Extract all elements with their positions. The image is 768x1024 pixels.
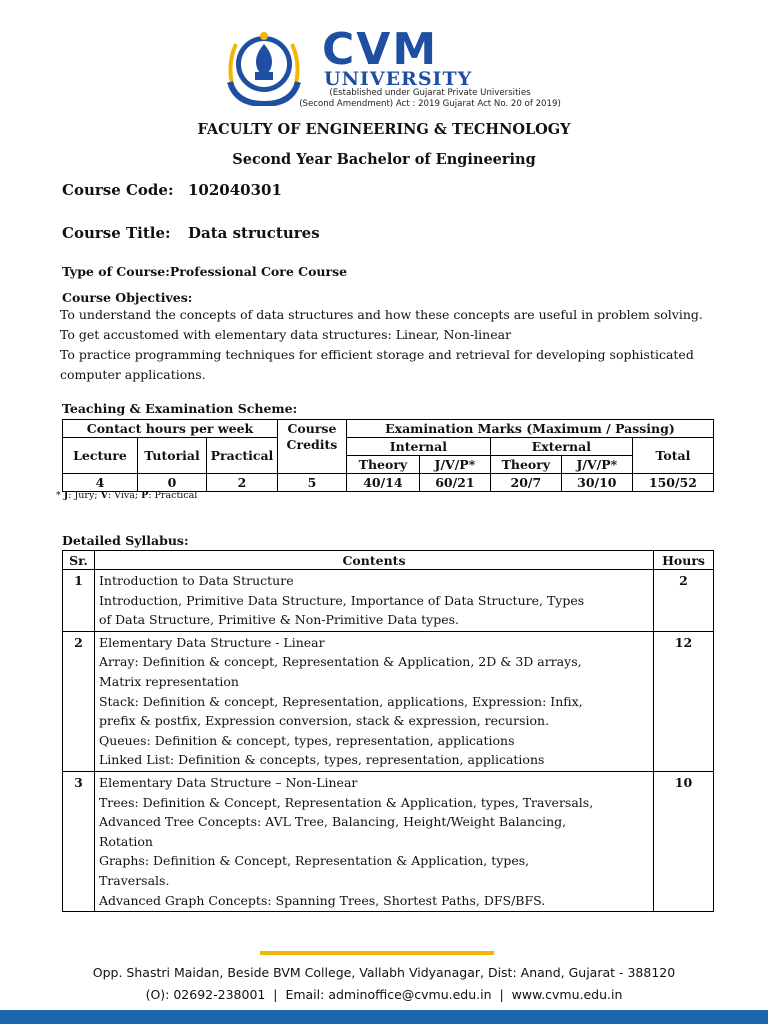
objective-line: To practice programming techniques for efficient storage and retrieval for developing sophisticated — [60, 347, 694, 362]
internal-theory-header: Theory — [346, 456, 419, 474]
course-title-row — [62, 224, 320, 242]
contents-line: Introduction to Data Structure — [98, 573, 294, 588]
table-row — [63, 570, 714, 632]
contents-line: Rotation — [98, 833, 153, 849]
contents-line: Advanced Tree Concepts: AVL Tree, Balancing, Height/Weight Balancing, — [98, 814, 567, 830]
practical-value: 2 — [206, 474, 277, 492]
credits-value: 5 — [277, 474, 346, 492]
tutorial-header: Tutorial — [138, 438, 207, 474]
contents-header: Contents — [94, 551, 653, 570]
scheme-heading: Teaching & Examination Scheme: — [62, 401, 298, 416]
contents-line: Array: Definition & concept, Representation & Application, 2D & 3D arrays, — [98, 654, 582, 670]
footer-contact: (O): 02692-238001 | Email: adminoffice@cvmu.edu.in | www.cvmu.edu.in — [145, 987, 623, 1002]
objective-line: To get accustomed with elementary data structures: Linear, Non-linear — [60, 327, 512, 342]
note-p: P — [141, 490, 149, 501]
external-theory-value: 20/7 — [490, 474, 561, 492]
contents-line: Linked List: Definition & concepts, types, representation, applications — [98, 752, 545, 768]
establishment-line-2: (Second Amendment) Act : 2019 Gujarat Act No. 20 of 2019) — [299, 99, 561, 109]
note-j: J — [63, 490, 69, 501]
contents-line: Trees: Definition & Concept, Representation & Application, types, Traversals, — [98, 794, 594, 810]
footer-address-block — [0, 962, 768, 1006]
total-header: Total — [632, 438, 713, 474]
scheme-table — [62, 419, 714, 492]
lecture-header: Lecture — [63, 438, 138, 474]
course-type: Type of Course:Professional Core Course — [62, 264, 348, 279]
course-code-value: 102040301 — [188, 181, 282, 199]
footer-divider — [260, 951, 494, 955]
contents-cell — [94, 771, 653, 911]
internal-theory-value: 40/14 — [346, 474, 419, 492]
establishment-line-1: (Established under Gujarat Private Universities — [329, 88, 531, 98]
note-j-text: : Jury; — [68, 490, 101, 501]
year-title: Second Year Bachelor of Engineering — [232, 151, 536, 168]
contents-line: of Data Structure, Primitive & Non-Primitive Data types. — [98, 612, 460, 628]
note-v: V — [100, 490, 108, 501]
internal-header: Internal — [346, 438, 490, 456]
hours-header: Hours — [654, 551, 714, 570]
table-row — [63, 631, 714, 771]
course-credits-line-2: Credits — [286, 437, 338, 452]
lecture-value: 4 — [63, 474, 138, 492]
sr-header: Sr. — [63, 551, 95, 570]
contents-line: prefix & postfix, Expression conversion, stack & expression, recursion. — [98, 713, 550, 729]
university-name: CVM — [322, 24, 439, 75]
syllabus-header-row — [63, 551, 714, 570]
hours-cell: 10 — [654, 771, 714, 911]
contents-line: Traversals. — [98, 872, 170, 888]
contents-line: Graphs: Definition & Concept, Representation & Application, types, — [98, 853, 530, 869]
syllabus-heading: Detailed Syllabus: — [62, 533, 189, 548]
external-header: External — [490, 438, 632, 456]
course-credits-line-1: Course — [287, 421, 337, 436]
note-p-text: : Practical — [148, 490, 198, 501]
hours-cell: 2 — [654, 570, 714, 632]
tutorial-value: 0 — [138, 474, 207, 492]
course-title-value: Data structures — [188, 224, 320, 242]
sr-cell: 1 — [63, 570, 95, 632]
course-code-label: Course Code: — [62, 181, 174, 199]
contact-hours-header: Contact hours per week — [63, 420, 278, 438]
scheme-footnote: * J: Jury; V: Viva; P: Practical — [56, 490, 198, 501]
contents-line: Queues: Definition & concept, types, representation, applications — [98, 732, 515, 748]
objective-line: computer applications. — [60, 367, 206, 382]
objectives-list — [60, 305, 730, 385]
contents-line: Stack: Definition & concept, Representation, applications, Expression: Infix, — [98, 693, 583, 709]
objective-line: To understand the concepts of data structures and how these concepts are useful in problem solving. — [60, 307, 703, 322]
internal-jvp-header: J/V/P* — [419, 456, 490, 474]
sr-cell: 3 — [63, 771, 95, 911]
contents-line: Matrix representation — [98, 673, 239, 689]
university-wordmark — [322, 24, 512, 90]
contents-line: Elementary Data Structure – Non-Linear — [98, 774, 358, 790]
university-word: UNIVERSITY — [324, 68, 473, 90]
footer-band — [0, 1010, 768, 1024]
contents-line: Elementary Data Structure - Linear — [98, 634, 325, 650]
sr-cell: 2 — [63, 631, 95, 771]
practical-header: Practical — [206, 438, 277, 474]
table-row — [63, 771, 714, 911]
objectives-heading: Course Objectives: — [62, 290, 193, 305]
external-jvp-value: 30/10 — [561, 474, 632, 492]
footer-address: Opp. Shastri Maidan, Beside BVM College, Vallabh Vidyanagar, Dist: Anand, Gujarat - 388120 — [92, 965, 676, 980]
course-credits-header — [277, 420, 346, 474]
contents-cell — [94, 631, 653, 771]
establishment-note — [280, 88, 580, 110]
syllabus-table — [62, 550, 714, 912]
course-title-label: Course Title: — [62, 224, 171, 242]
external-jvp-header: J/V/P* — [561, 456, 632, 474]
internal-jvp-value: 60/21 — [419, 474, 490, 492]
note-v-text: : Viva; — [107, 490, 142, 501]
exam-marks-header: Examination Marks (Maximum / Passing) — [346, 420, 713, 438]
hours-cell: 12 — [654, 631, 714, 771]
contents-line: Advanced Graph Concepts: Spanning Trees, Shortest Paths, DFS/BFS. — [98, 892, 546, 908]
external-theory-header: Theory — [490, 456, 561, 474]
contents-cell — [94, 570, 653, 632]
course-code-row — [62, 181, 282, 199]
faculty-title: FACULTY OF ENGINEERING & TECHNOLOGY — [197, 121, 571, 138]
total-value: 150/52 — [632, 474, 713, 492]
contents-line: Introduction, Primitive Data Structure, Importance of Data Structure, Types — [98, 592, 585, 608]
